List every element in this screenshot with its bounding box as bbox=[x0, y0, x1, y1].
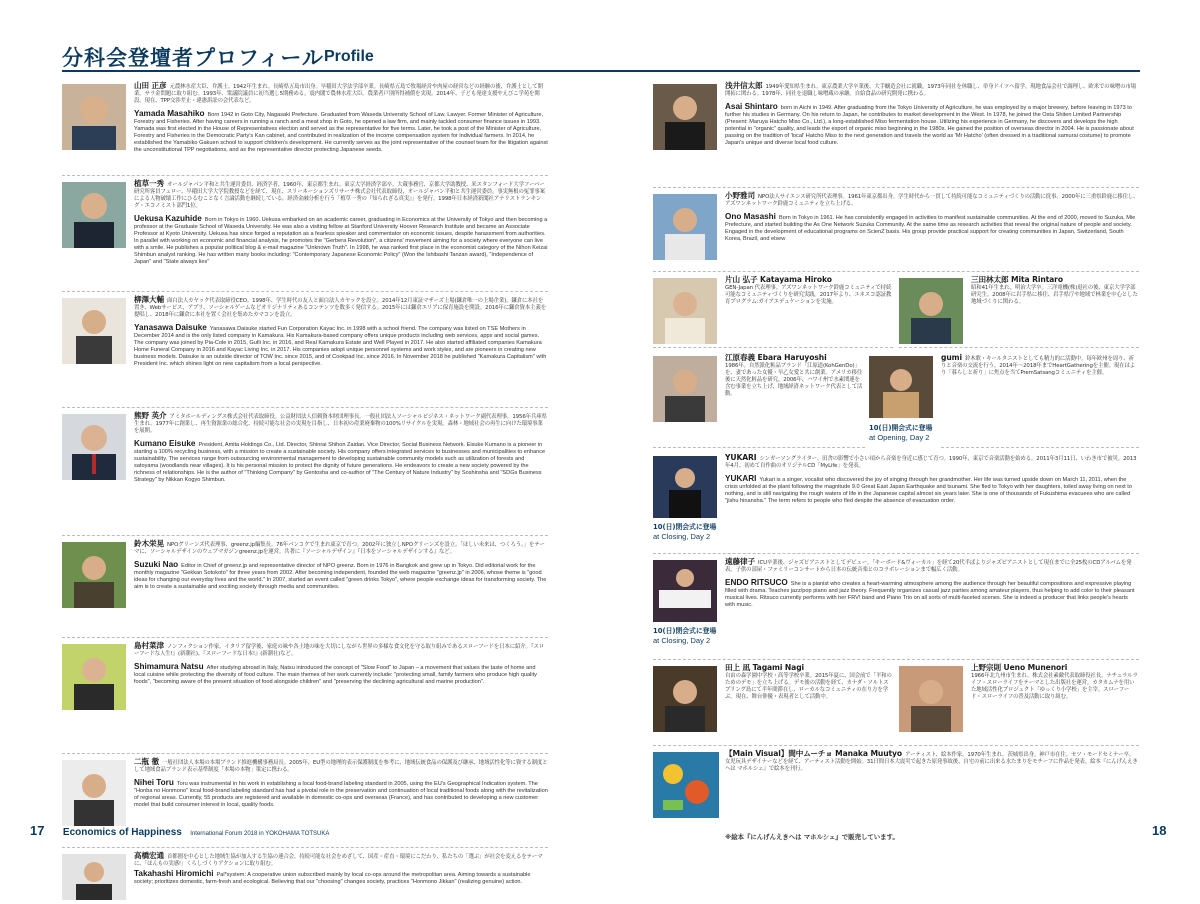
jp-bio: 自由の森学園中学校・高等学校卒業。2015年夏に、国会前で「平和のためのデモ」を立ち上げる。デモ後の活動を経て、カナダ・ソルトスプリング島にて半年間滞在し、ローカルなコミュニティの在り方を学ぶ。現在、舞台俳優・表現者として活動中。 bbox=[725, 673, 892, 701]
portrait-photo bbox=[653, 84, 717, 150]
profile-katayama bbox=[653, 274, 893, 348]
jp-bio: 昭和41年生まれ。明治大学卒。三洋電機(株)退社の後、東京大学学部研究生。2008年に岩手県に移住、岩手県庁や地域で林業を中心とした地域づくりに関わる。 bbox=[971, 285, 1138, 306]
jp-bio: NPO法人サイエンス研究所代表理事。1961年東京都出身。学生時代から一貫して持続可能なコミュニティづくりの活動に従事。2000年に三重県鈴鹿に移住し、アズワンネットワーク鈴鹿コミュニティを立ち上げる。 bbox=[725, 194, 1139, 208]
profile-ueno bbox=[899, 662, 1139, 746]
en-name: YUKARI bbox=[725, 474, 757, 484]
en-name: Takahashi Hiromichi bbox=[134, 869, 214, 879]
en-bio: Yukari is a singer, vocalist who discovered the joy of singing through her grandmother. Her life was turned upside down on March 11, 2011, when the crisis unfolded at the plant following the magnitude 9.0 Great East Japan Earthquake and tsunami. She fled to Tokyo with her daughters, toiled away living on next to nothing, and is still navigating the rough waters of life in the Japanese capital almost six years later. She is one of thousands of Fukushima evacuees who are called "jishu hinansha." The term refers to people who fled despite the absence of evacuation order. bbox=[725, 477, 1132, 504]
page-number-left: 17 bbox=[30, 823, 45, 838]
jp-name: 島村菜津 bbox=[134, 641, 164, 650]
event-photo bbox=[653, 456, 717, 518]
footer-right bbox=[1152, 822, 1166, 840]
jp-bio: 1949年愛知県生まれ。東京農業大学卒業後、大手醸造会社に就職。1973年同社を休職し、単身ドイツへ留学。現地食品会社で調理し、欧米での味噌の市場開拓に関わる。1978年、同社を退職し味噌蔵の承継。自給食品の研究開発に携わる。 bbox=[725, 84, 1137, 98]
jp-name: YUKARI bbox=[725, 453, 757, 462]
page-number-right: 18 bbox=[1152, 823, 1167, 838]
profile-yanasawa bbox=[62, 294, 548, 408]
header-rule bbox=[62, 70, 1140, 72]
profile-yamada bbox=[62, 80, 548, 176]
en-bio: President, Amita Holdings Co., Ltd. Director, Shinrai Shihon Zaidan. Vice Director, Social Business Network. Eisuke Kumano is a pioneer in starting a 100% recycling business, with a mission to create a sustainable society. His company offers integrated services to businesses and municipalities to enhance sustainability. The services range from outsourcing environmental management to developing sustainable community models such as utilization of forests and satoyama (woodlands near villages). It is his personal mission to protect the dignity of future generations. He endeavors to create a new society powered by the richness of relationships. He is the author of "Thinking Company" by Gentosha and co-author of "The Century of Nature Industry" by Soshinsha and "SDGs Business Strategy" by Nikkan Kogyo Shimbun. bbox=[134, 442, 546, 483]
jp-name: 山田 正彦 bbox=[134, 81, 167, 90]
en-bio: Born in Tokyo in 1960. Uekusa embarked on an academic career, graduating in Economics at the University of Tokyo and then becoming a professor at the Graduate School of Waseda University. He was also a visiting fellow at Stanford University Hoover Research Institute and became an Associate Professor at Kyoto University. Uekusa has since forged a reputation as a fearless speaker and commentator on economic issues, despite harassment from authorities. In parallel with working on economic and financial analysis, he promotes the "Gerbera Revolution", a citizens' movement aiming for a society where everyone can live with a smile. He publishes a popular political blog & e-mail magazine "Unknown Truth". In 1998, he was ranked first place in the economist category of the Nihon Keizai Shimbun analyst ranking. He has written many books including: "Contemporary Japanese Economic Policy" (Won the Ishibashi Tanzan award), "Independence of Japan" and "State always lies" bbox=[134, 217, 548, 265]
jp-name: 小野雅司 bbox=[725, 191, 755, 200]
profile-suzuki bbox=[62, 538, 548, 638]
en-name: Nihei Toru bbox=[134, 778, 174, 788]
en-bio: Pal*system: A cooperative union subscribed mainly by local co-ops around the metropolitan area. Aiming towards a sustainable society; prioritizes domestic, farm-fresh and ecological. Believing that our "choosing" changes society, practices "Honmono Jikkan" (realizing genuine) action. bbox=[134, 872, 531, 886]
jp-bio: 首都圏を中心とした地域生協が加入する生協の連合会。持続可能な社会をめざして、国産・産直・環境にこだわり、私たちの「選ぶ」が社会を変えるをテーマに、「ほんもの実感!」くらしづくりアクションに取り組む。 bbox=[134, 854, 543, 868]
en-bio: Yanasawa Daisuke started Fun Corporation Kayac Inc. in 1998 with a school friend. The company was listed on TSE Mothers in December 2014 and is the only listed company in Kamakura. His Kamakura-based company offers unique products including web services, apps and social games. The company was joined by Pia-Cole in 2015, Gufii Inc. in 2016, and Real Kamakura Estate and Well Played in 2017. He also started affiliated companies Kamakura Home Funeral Company in 2016 and Kayac Living Inc. in 2017. His companies adopt unique personnel systems and work styles, and are pioneers in creating new business models. Daisuke is an outside director of TOW Inc. since 2015, and of Cookpad Inc. since 2016. In November 2018 he published "Kamakura Capitalism" with President Inc. which shines light on new capitalism from a local perspective. bbox=[134, 326, 547, 367]
page-title: 分科会登壇者プロフィール bbox=[62, 46, 324, 70]
profile-kumano bbox=[62, 410, 548, 536]
jp-bio: 元農林水産大臣、弁護士。1942年生まれ。長崎県五島市出身。早稲田大学法学部卒業。長崎県五島で牧場経営や肉屋の経営などの経験の後、弁護士として開業。サラ金問題に取り組む。1993年、衆議院議員に初当選し5期務める。震内閣で農林水産大臣。農業者戸別所得補償を実現。2014年、子ども発達支援やえびこ学苑を開設。現在、TPP交渉差止・違憲訴訟の会代表など。 bbox=[134, 84, 543, 105]
footer-left bbox=[30, 822, 329, 840]
jp-name: gumi bbox=[941, 353, 962, 362]
jp-bio: オールジャパン平和と共生運営委員、経済学者。1960年、東京都生まれ。東京大学経済学部卒。大蔵事務官、京都大学助教授、米スタンフォード大学フーバー研究所客員フェロー、早稲田大学大学院教授などを経て、現在、スリーネーションズリサーチ株式会社代表取締役、オールジャパン平和と共生運営委員。事実無根の冤罪事案による人物破壊工作にひるむことなく言論活動を継続している。経済金融分析を行う「植草一秀の『知られざる真実』」を発行。1998年日本経済新聞社アナリストランキング・エコノミスト部門1位。 bbox=[134, 182, 545, 210]
main-visual-artwork bbox=[653, 752, 719, 818]
portrait-photo bbox=[62, 414, 126, 480]
jp-name: 鈴木栄晃 bbox=[134, 539, 164, 548]
portrait-photo bbox=[62, 854, 126, 900]
profile-manaka bbox=[653, 748, 1139, 844]
portrait-photo bbox=[899, 666, 963, 732]
en-name: Yanasawa Daisuke bbox=[134, 323, 207, 333]
footnote: ※絵本『にんげんえきへは マホルシェ』で販売しています。 bbox=[725, 833, 899, 841]
en-name: Asai Shintaro bbox=[725, 102, 778, 112]
jp-name: 片山 弘子 Katayama Hiroko bbox=[725, 275, 832, 284]
jp-name: 三田林太郎 Mita Rintaro bbox=[971, 275, 1063, 284]
profile-ono bbox=[653, 190, 1139, 272]
jp-bio: ICU卒業後、ジャズピアニストとしてデビュー。「キーボード&ヴォーカル」を経て20代半ばよりジャズピアニストとして現在までに全25枚のCDアルバムを発表。子供の部屋・ファミリーコンサートから日本の伝統音楽とのコラボレーションまで幅広く活動。 bbox=[725, 560, 1132, 574]
portrait-photo bbox=[653, 666, 717, 732]
jp-name: 二瓶 徹 bbox=[134, 757, 160, 766]
jp-bio: 面白法人カヤック代表取締役CEO。1998年、学生時代の友人と面白法人カヤックを設立。2014年12月東証マザーズ上場(鎌倉唯一の上場企業)。鎌倉に本社を置き、Webサービス、アプリ、ソーシャルゲームなどオリジナリティあるコンテンツを数多く発信する。2015年には鎌倉エリアに保育施設を開設。2016年に鎌倉資本主義を提唱し、2018年に鎌倉に本社を置く会社を集めたカマコンを設立。 bbox=[134, 298, 547, 319]
jp-bio: アミタホールディングス株式会社代表取締役。公益財団法人信頼資本財団理事長。一般社団法人ソーシャルビジネス・ネットワーク副代表理事。1956年兵庫県生まれ。1977年に創業し、再生資源業の総合化、持続可能な社会の実現を目指し、日本初の産業廃棄物の100%リサイクルを実現。森林・地域社会の再生に向けた環境事業を展開。 bbox=[134, 414, 547, 435]
jp-name: 植草一秀 bbox=[134, 179, 164, 188]
profile-endo bbox=[653, 556, 1139, 660]
jp-name: 熊野 英介 bbox=[134, 411, 167, 420]
caption-closing: 10(日)閉会式に登場 at Closing, Day 2 bbox=[653, 523, 717, 541]
profile-uekusa bbox=[62, 178, 548, 292]
jp-bio: 1986年。自然派化粧品ブランド「江原道(KohGenDo)」を、妻であった女優・早乙女愛と共に創業。アメリカ移住後に天然化粧品を研究。2006年、ハワイ州で水素関連を含む事業を立ち上げ、地域経済ネットワーク代表として活動。 bbox=[725, 363, 863, 398]
en-bio: Editor in Chief of greenz.jp and representative director of NPO greenz. Born in 1976 in Bangkok and grew up in Tokyo. Did editorial work for the monthly magazine "Gekkan Sotokoto" for three years from 2002. After becoming independent, founded the web magazine "greenz.jp" in 2006, whose theme is "good ideas for changing our everyday lives and the world." In 2007, started an event called "green drinks Tokyo", where people exchange ideas for transforming society. The aim is to create a sustainable and exciting society through media and communities. bbox=[134, 563, 547, 590]
en-bio: Born 1942 in Goto City, Nagasaki Prefecture. Graduated from Waseda University School of Law. Lawyer. Former Minister of Agriculture, Forestry and Fisheries. After having careers in running a ranch and a meat shop in Goto, he opened a law firm, and mainly tackled consumer finance issues in 1993. Yamada was first elected in the House of Representatives election and served as the representative for five terms. Later, he took a post of the Minister of Agriculture, Forestry and Fisheries in the Democratic Party's Kan cabinet, and contributed in realization of the income compensation system for individual farmers. In 2014, he established the Yamabiko Gakuen school to support children's development. He currently serves as the joint representative of the counsel team for the litigation against the unconstitutional TPP negotiations, and as the representative director protecting Japanese seeds. bbox=[134, 112, 548, 153]
en-bio: born in Aichi in 1949. After graduating from the Tokyo University of Agriculture, he was employed by a major brewery, before leaving in 1973 to further his studies in Germany. On his return to Japan, he contributes to market development in the West. In 1978, he joined the Osta Shiten Limited Partnership (Present: Maruya Hatcho Miso Co., Ltd.), a long-established Miso fermentation house. Utilizing his experience in Germany, he discovers and develops the high potential in "organic" quality, and leads the export of organic miso beginning in the 1980s. He gained the position of overseas director in 2004. He is passionate about passing on the tradition of 'local' Hatcho Miso to the next generation and travels the world as 'Mr Hatcho' (often dressed in a traditional samurai costume) to promote Japan's unique and diverse local food culture. bbox=[725, 105, 1134, 146]
jp-bio: ノンフィクション作家。イタリア留学後、家庭の味や各土地の味を大切にしながら世界の多様な食文化を守る取り組みであるスローフードを日本に紹介。『スローフードな人生!』(新潮社)、『スローフードな日本!』(新潮社)など。 bbox=[134, 644, 545, 658]
profile-mita bbox=[899, 274, 1139, 348]
portrait-photo bbox=[62, 644, 126, 710]
caption-closing: 10(日)閉会式に登場 at Closing, Day 2 bbox=[653, 627, 717, 645]
portrait-photo bbox=[62, 182, 126, 248]
footer-subtitle: International Forum 2018 in YOKOHAMA TOTSUKA bbox=[190, 831, 330, 837]
jp-bio: シンガーソングライター。田舎の影響で小さい頃から音楽を身近に感じて育つ。1990年、東京で音楽活動を始める。2011年3月11日、いわき市で被災。2013年4月、初めて自作曲のオリジナルCD「MyLife」を発表。 bbox=[725, 456, 1137, 470]
jp-name: 【Main Visual】間中ムーチョ Manaka Muutyo bbox=[725, 749, 903, 758]
jp-name: 上野宗則 Ueno Munenori bbox=[971, 663, 1068, 672]
jp-bio: NPOグリーンズ代表理事、greenz.jp編集長。76年バンコクで生まれ東京で育つ。2002年に独立しNPOグリーンズを設立。「ほしい未来は、つくろう。」をテーマに、ソーシャルデザインのウェブマガジンgreenz.jpを運営。共著に『ソーシャルデザイン』『日本をソーシャルデザインする』など。 bbox=[134, 542, 545, 556]
profile-shimamura bbox=[62, 640, 548, 754]
event-photo bbox=[869, 356, 933, 418]
portrait-photo bbox=[62, 760, 126, 826]
caption-opening: 10(日)開会式に登場 at Opening, Day 2 bbox=[869, 424, 933, 442]
portrait-photo bbox=[653, 278, 717, 344]
jp-name: 高橋宏通 bbox=[134, 851, 164, 860]
portrait-photo bbox=[653, 356, 717, 422]
jp-bio: 一般社団法人本場の本場ブランド推進機構事務局長。2005年、EU型の地理的表示保護制度を参考に、地域伝統食品の保護及び継承、地域活性化等に資する制度として地域食品ブランド表示基準制度「本場の本物」策定に携わる。 bbox=[134, 760, 548, 774]
en-name: ENDO RITSUCO bbox=[725, 578, 788, 588]
profile-ebara bbox=[653, 352, 865, 448]
jp-name: 柳澤大輔 bbox=[134, 295, 164, 304]
en-bio: Toru was instrumental in his work in establishing a local food-brand labeling standard in 2005, using the EU's Geographical Indication system. The "Honba no Honmono" local food-brand labeling standard has had a pivotal role in the preservation and continuation of local traditional foods along with the revitalization of regional areas. Currently, 55 products are registered and available in domestic co-ops and overseas (France), and has contributed to developing a new customer model that build consumer interest in local, quality foods. bbox=[134, 781, 548, 808]
portrait-photo bbox=[653, 194, 717, 260]
profile-gumi bbox=[941, 352, 1139, 448]
en-name: Ono Masashi bbox=[725, 212, 776, 222]
jp-name: 浅井信太郎 bbox=[725, 81, 763, 90]
en-bio: After studying abroad in Italy, Natsu introduced the concept of "Slow Food" to Japan – a movement that values the taste of home and local cuisine while protecting the diversity of food culture. The main themes of her work currently include: "protecting small, family farmers who produce high quality foods", "becoming aware of the present situation of food alongside children" and "preserving the declining agricultural and marine production". bbox=[134, 665, 537, 685]
en-bio: Born in Tokyo in 1961. He has consistently engaged in activities to manifest sustainable communities. At the end of 2000, moved to Suzuka, Mie Prefecture, and started building the As One Network Suzuka Community. At the same time as research activities that reveal the original nature of people and society. Engaged in the development of educational programs on ScienZ basis. His group provide practical support for creating communities in Japan, Switzerland, South Korea, Brazil, and elsew bbox=[725, 215, 1136, 242]
en-bio: She is a pianist who creates a heart-warming atmosphere among the audience through her beautiful compositions and expressive playing filled with drama. Teaches jazz/pop piano and jazz theory. Frequently organizes casual jazz parties among amateur players, thus helping to add color to their pleasant musical lives. Ritsuco currently performs with her FRV! band and Piano Trio on all sorts of multi-faceted scenes. She is indeed a producer that links people's hearts with music. bbox=[725, 581, 1135, 608]
en-name: Yamada Masahiko bbox=[134, 109, 205, 119]
jp-name: 田上 凪 Tagami Nagi bbox=[725, 663, 805, 672]
footer-title: Economics of Happiness bbox=[62, 827, 182, 838]
portrait-photo bbox=[62, 542, 126, 608]
portrait-photo bbox=[62, 298, 126, 364]
jp-name: 江原春義 Ebara Haruyoshi bbox=[725, 353, 827, 362]
page-title-en: Profile bbox=[324, 48, 374, 65]
profile-takahashi bbox=[62, 850, 548, 902]
profile-tagami bbox=[653, 662, 893, 746]
portrait-photo bbox=[62, 84, 126, 150]
jp-bio: 1966年北九州市生まれ。株式会社素敵代表取締役社長。ナチュラルライフ・スローライフをテーマとした出版社を運営。カタカムナを用いた地域活性化プロジェクト「ゆっくり小学校」を主宰。スローフード・スローライフの普及活動に取り組む。 bbox=[971, 673, 1138, 701]
en-name: Uekusa Kazuhide bbox=[134, 214, 202, 224]
jp-name: 遠藤律子 bbox=[725, 557, 755, 566]
jp-bio: GEN-Japan 代表理事。アズワンネットワーク鈴鹿コミュニティで持続可能なコミュニティづくりを研究実践。2017年より、ユネスコ認証教育プログラム:ガイアエデュケーションを実施。 bbox=[725, 285, 892, 306]
en-name: Kumano Eisuke bbox=[134, 439, 196, 449]
profile-asai bbox=[653, 80, 1139, 188]
page-header bbox=[62, 40, 542, 72]
jp-bio: 鈴木歌・キールタニストとしても精力的に活動中。毎年欧州を周り、祈りと音楽の交流を行う。2014年〜2018年までHeartGatheringを主催。現在はより「暮らしと祈り」に焦点を当てPremSatsangコミュニティを主催。 bbox=[941, 356, 1136, 377]
profile-yukari bbox=[653, 452, 1139, 554]
portrait-photo bbox=[899, 278, 963, 344]
jp-bio: アーティスト、絵本作家。1970年生まれ。茨城県出身。神戸市在住。セツ・モードセミナー卒。女児玩具デザイナーなどを経て、アーティスト活動を開始。31日間日本大震災で起きた原発事故後、自宅の前に出来る水たまりをモチーフに作品を発表。絵本『にんげんえきへは マホルシェ』で絵本を刊行。 bbox=[725, 752, 1138, 773]
en-name: Shimamura Natsu bbox=[134, 662, 204, 672]
event-photo bbox=[653, 560, 717, 622]
en-name: Suzuki Nao bbox=[134, 560, 179, 570]
